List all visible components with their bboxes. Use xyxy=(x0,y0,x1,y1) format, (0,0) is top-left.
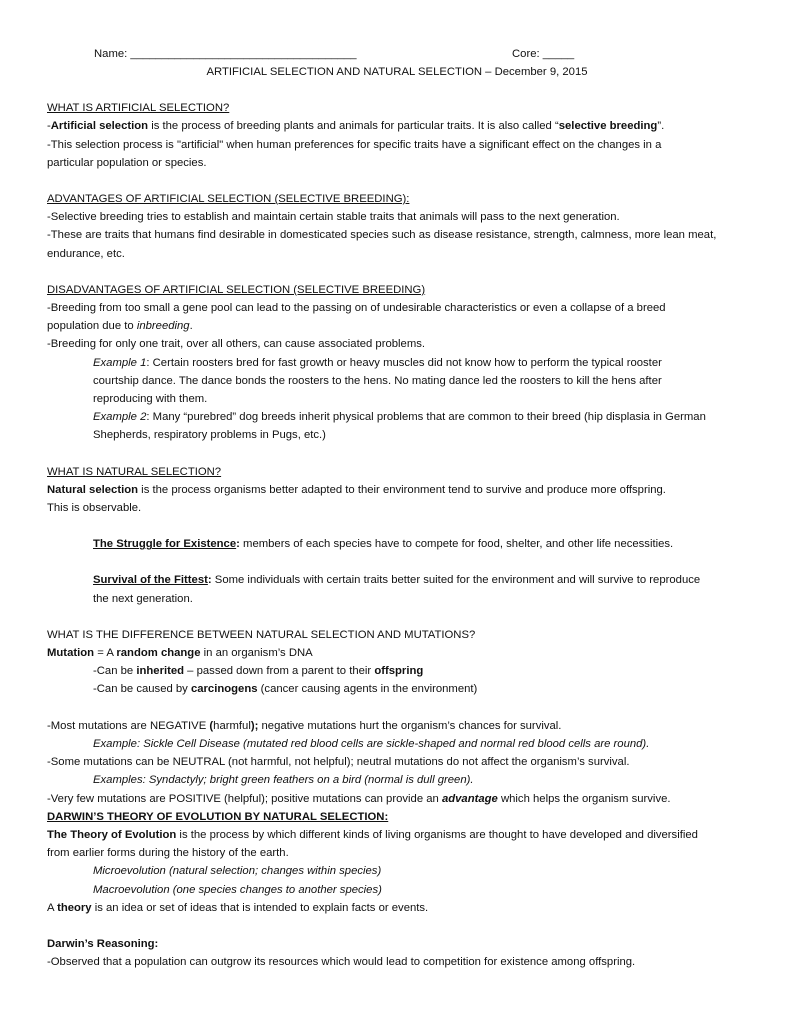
example-2-cont: Shepherds, respiratory problems in Pugs, etc.) xyxy=(93,429,326,442)
struggle-definition: The Struggle for Existence: members of each species have to compete for food, shelter, and other life necessities. xyxy=(93,538,674,551)
term: Artificial selection xyxy=(50,120,149,133)
core-field: Core: _____ xyxy=(512,48,575,60)
term: selective breeding xyxy=(558,120,658,133)
example-1-cont: reproducing with them. xyxy=(93,393,208,406)
paragraph: -Most mutations are NEGATIVE (harmful); negative mutations hurt the organism’s chances for survival. xyxy=(47,719,562,732)
microevolution-line: Microevolution (natural selection; changes within species) xyxy=(93,865,382,878)
paragraph: from earlier forms during the history of the earth. xyxy=(47,847,289,860)
paragraph: population due to inbreeding. xyxy=(47,320,193,333)
example-1-cont: courtship dance. The dance bonds the roosters to the hens. No mating dance led the roosters to kill the hens after xyxy=(93,374,662,387)
natural-selection-heading: WHAT IS NATURAL SELECTION? xyxy=(47,465,222,478)
paragraph: endurance, etc. xyxy=(47,247,125,260)
paragraph: -Some mutations can be NEUTRAL (not harmful, not helpful); neutral mutations do not affect the organism’s survival. xyxy=(47,756,630,769)
list-item: -Can be inherited – passed down from a parent to their offspring xyxy=(93,665,424,678)
fittest-definition-cont: the next generation. xyxy=(93,592,193,605)
header-row xyxy=(47,45,747,63)
paragraph: -These are traits that humans find desirable in domesticated species such as disease resistance, strength, calmness, more lean meat, xyxy=(47,229,717,242)
macroevolution-line: Macroevolution (one species changes to another species) xyxy=(93,883,382,896)
advantages-heading: ADVANTAGES OF ARTIFICIAL SELECTION (SELECTIVE BREEDING): xyxy=(47,193,410,206)
mutation-definition: Mutation = A random change in an organism’s DNA xyxy=(47,647,313,660)
darwin-theory-heading: DARWIN’S THEORY OF EVOLUTION BY NATURAL SELECTION: xyxy=(47,810,389,823)
example-line: Example: Sickle Cell Disease (mutated red blood cells are sickle-shaped and normal red blood cells are round). xyxy=(93,737,650,750)
document-title: ARTIFICIAL SELECTION AND NATURAL SELECTION – December 9, 2015 xyxy=(206,66,588,78)
paragraph: The Theory of Evolution is the process by which different kinds of living organisms are thought to have developed and diversified xyxy=(47,828,698,841)
fittest-definition: Survival of the Fittest: Some individuals with certain traits better suited for the environment and will survive to reproduce xyxy=(93,574,701,587)
artificial-selection-heading: WHAT IS ARTIFICIAL SELECTION? xyxy=(47,102,230,115)
example-line: Examples: Syndactyly; bright green feathers on a bird (normal is dull green). xyxy=(93,774,474,787)
mutations-heading: WHAT IS THE DIFFERENCE BETWEEN NATURAL SELECTION AND MUTATIONS? xyxy=(47,628,476,641)
paragraph: -Artificial selection is the process of breeding plants and animals for particular traits. It is also called “selective breeding”. xyxy=(47,120,665,133)
paragraph: -Selective breeding tries to establish and maintain certain stable traits that animals will pass to the next generation. xyxy=(47,211,620,224)
name-field: Name: ____________________________________ xyxy=(94,48,357,60)
paragraph: Natural selection is the process organisms better adapted to their environment tend to survive and produce more offspring. xyxy=(47,483,666,496)
paragraph: -Observed that a population can outgrow its resources which would lead to competition for existence among offspring. xyxy=(47,956,636,969)
paragraph: -Very few mutations are POSITIVE (helpful); positive mutations can provide an advantage which helps the organism survive. xyxy=(47,792,671,805)
paragraph: -This selection process is "artificial" when human preferences for specific traits have a significant effect on the changes in a xyxy=(47,138,662,151)
example-2: Example 2: Many “purebred” dog breeds inherit physical problems that are common to their breed (hip displasia in German xyxy=(93,411,706,424)
paragraph: This is observable. xyxy=(47,502,142,515)
paragraph: -Breeding for only one trait, over all others, can cause associated problems. xyxy=(47,338,426,351)
paragraph: A theory is an idea or set of ideas that is intended to explain facts or events. xyxy=(47,901,429,914)
disadvantages-heading: DISADVANTAGES OF ARTIFICIAL SELECTION (SELECTIVE BREEDING) xyxy=(47,283,426,296)
document-page xyxy=(47,45,747,971)
paragraph: particular population or species. xyxy=(47,156,207,169)
darwin-reasoning-heading: Darwin’s Reasoning: xyxy=(47,937,159,950)
example-1: Example 1: Certain roosters bred for fast growth or heavy muscles did not know how to perform the typical rooster xyxy=(93,356,662,369)
paragraph: -Breeding from too small a gene pool can lead to the passing on of undesirable characteristics or even a collapse of a breed xyxy=(47,302,666,315)
list-item: -Can be caused by carcinogens (cancer causing agents in the environment) xyxy=(93,683,478,696)
